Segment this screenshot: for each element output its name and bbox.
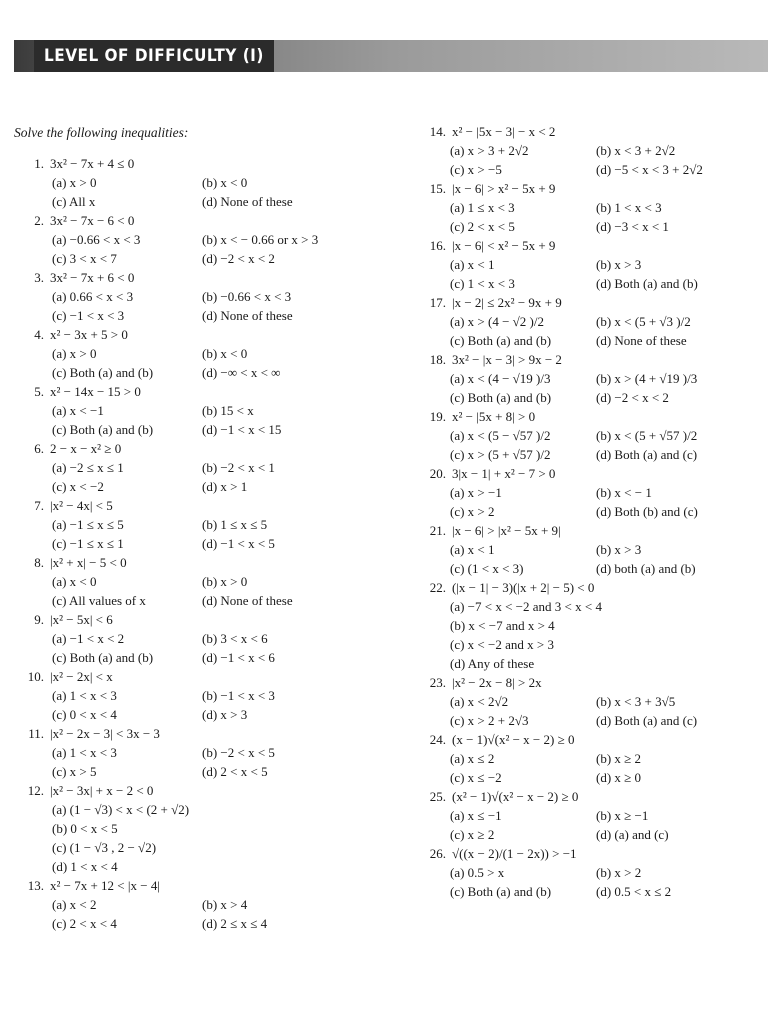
answer-option: (a) x ≤ −1 xyxy=(450,808,502,823)
answer-option: (a) x > 0 xyxy=(52,175,97,190)
answer-option: (a) −1 < x < 2 xyxy=(52,631,125,646)
question-item xyxy=(18,382,388,439)
answer-option: (d) 1 < x < 4 xyxy=(52,859,118,874)
answer-option: (a) x < 2 xyxy=(52,897,97,912)
answer-option: (c) 3 < x < 7 xyxy=(52,251,117,266)
left-column xyxy=(18,154,388,933)
option-row xyxy=(18,572,388,591)
question-item xyxy=(18,154,388,211)
answer-option: (a) −7 < x < −2 and 3 < x < 4 xyxy=(450,599,602,614)
answer-option: (b) x > 4 xyxy=(202,897,248,912)
answer-option: (b) x < 0 xyxy=(202,346,248,361)
answer-option: (a) −0.66 < x < 3 xyxy=(52,232,141,247)
option-row xyxy=(18,914,388,933)
option-row xyxy=(420,597,760,616)
question-text: √((x − 2)/(1 − 2x)) > −1 xyxy=(452,846,577,861)
question-stem xyxy=(18,724,388,743)
right-column xyxy=(420,122,760,901)
answer-option: (b) x > 2 xyxy=(596,865,642,880)
option-row xyxy=(18,838,388,857)
option-row xyxy=(420,445,760,464)
answer-option: (b) x ≥ 2 xyxy=(596,751,642,766)
question-stem xyxy=(18,439,388,458)
question-stem xyxy=(18,781,388,800)
question-number: 22. xyxy=(429,580,446,595)
answer-option: (d) −3 < x < 1 xyxy=(596,219,669,234)
answer-option: (b) 1 ≤ x ≤ 5 xyxy=(202,517,268,532)
question-stem xyxy=(420,236,760,255)
question-text: |x² + x| − 5 < 0 xyxy=(50,555,127,570)
option-row xyxy=(420,369,760,388)
option-row xyxy=(18,648,388,667)
question-text: |x² − 3x| + x − 2 < 0 xyxy=(50,783,154,798)
question-text: |x² − 2x − 8| > 2x xyxy=(452,675,542,690)
answer-option: (c) Both (a) and (b) xyxy=(52,650,154,665)
section-title: LEVEL OF DIFFICULTY (I) xyxy=(34,40,274,72)
option-row xyxy=(18,686,388,705)
answer-option: (b) x > 0 xyxy=(202,574,248,589)
answer-option: (a) x > −1 xyxy=(450,485,502,500)
option-row xyxy=(420,635,760,654)
option-row xyxy=(420,559,760,578)
answer-option: (c) 2 < x < 4 xyxy=(52,916,117,931)
question-text: (x − 1)√(x² − x − 2) ≥ 0 xyxy=(452,732,575,747)
question-item xyxy=(18,724,388,781)
question-item xyxy=(420,673,760,730)
option-row xyxy=(18,819,388,838)
answer-option: (c) Both (a) and (b) xyxy=(450,884,552,899)
option-row xyxy=(18,344,388,363)
question-stem xyxy=(18,496,388,515)
answer-option: (c) x < −2 xyxy=(52,479,104,494)
answer-option: (a) x > (4 − √2 )/2 xyxy=(450,314,544,329)
question-item xyxy=(420,407,760,464)
question-number: 1. xyxy=(34,156,44,171)
question-item xyxy=(420,293,760,350)
question-text: x² − |5x − 3| − x < 2 xyxy=(452,124,556,139)
question-number: 26. xyxy=(429,846,446,861)
answer-option: (d) Any of these xyxy=(450,656,535,671)
answer-option: (c) x < −2 and x > 3 xyxy=(450,637,554,652)
answer-option: (b) x < 3 + 2√2 xyxy=(596,143,676,158)
question-number: 7. xyxy=(34,498,44,513)
question-number: 19. xyxy=(429,409,446,424)
question-stem xyxy=(420,122,760,141)
question-stem xyxy=(18,154,388,173)
answer-option: (c) Both (a) and (b) xyxy=(52,422,154,437)
answer-option: (a) x < 1 xyxy=(450,257,495,272)
answer-option: (d) −1 < x < 5 xyxy=(202,536,275,551)
answer-option: (b) x < −7 and x > 4 xyxy=(450,618,555,633)
answer-option: (b) 1 < x < 3 xyxy=(596,200,662,215)
option-row xyxy=(420,882,760,901)
option-row xyxy=(18,629,388,648)
answer-option: (c) x > −5 xyxy=(450,162,502,177)
answer-option: (a) −1 ≤ x ≤ 5 xyxy=(52,517,124,532)
question-text: 2 − x − x² ≥ 0 xyxy=(50,441,122,456)
answer-option: (d) 2 < x < 5 xyxy=(202,764,268,779)
answer-option: (c) x > 2 xyxy=(450,504,495,519)
question-item xyxy=(420,122,760,179)
answer-option: (b) −2 < x < 1 xyxy=(202,460,275,475)
question-number: 2. xyxy=(34,213,44,228)
question-text: (x² − 1)√(x² − x − 2) ≥ 0 xyxy=(452,789,579,804)
question-number: 21. xyxy=(429,523,446,538)
answer-option: (c) Both (a) and (b) xyxy=(450,390,552,405)
question-item xyxy=(420,350,760,407)
option-row xyxy=(420,274,760,293)
answer-option: (d) None of these xyxy=(202,593,293,608)
question-text: |x − 2| ≤ 2x² − 9x + 9 xyxy=(452,295,562,310)
answer-option: (c) x ≤ −2 xyxy=(450,770,502,785)
answer-option: (a) 0.5 > x xyxy=(450,865,505,880)
answer-option: (a) 0.66 < x < 3 xyxy=(52,289,134,304)
answer-option: (a) 1 ≤ x < 3 xyxy=(450,200,515,215)
question-text: 3x² − 7x + 6 < 0 xyxy=(50,270,135,285)
answer-option: (a) x > 0 xyxy=(52,346,97,361)
option-row xyxy=(18,192,388,211)
question-text: x² − |5x + 8| > 0 xyxy=(452,409,536,424)
answer-option: (d) Both (a) and (b) xyxy=(596,276,698,291)
answer-option: (a) (1 − √3) < x < (2 + √2) xyxy=(52,802,190,817)
question-text: x² − 7x + 12 < |x − 4| xyxy=(50,878,160,893)
answer-option: (b) x < 0 xyxy=(202,175,248,190)
question-stem xyxy=(420,179,760,198)
question-stem xyxy=(420,293,760,312)
question-text: 3x² − 7x + 4 ≤ 0 xyxy=(50,156,135,171)
question-number: 12. xyxy=(27,783,44,798)
answer-option: (b) x > (4 + √19 )/3 xyxy=(596,371,698,386)
question-item xyxy=(420,730,760,787)
answer-option: (b) x < (5 + √57 )/2 xyxy=(596,428,698,443)
question-stem xyxy=(420,844,760,863)
option-row xyxy=(18,515,388,534)
question-item xyxy=(18,325,388,382)
question-item xyxy=(18,496,388,553)
answer-option: (d) None of these xyxy=(596,333,687,348)
question-number: 14. xyxy=(429,124,446,139)
option-row xyxy=(420,616,760,635)
question-stem xyxy=(420,730,760,749)
answer-option: (b) x < (5 + √3 )/2 xyxy=(596,314,691,329)
question-text: |x² − 2x| < x xyxy=(50,669,113,684)
option-row xyxy=(18,800,388,819)
answer-option: (d) Both (a) and (c) xyxy=(596,713,698,728)
question-number: 6. xyxy=(34,441,44,456)
answer-option: (c) x > (5 + √57 )/2 xyxy=(450,447,551,462)
option-row xyxy=(18,230,388,249)
question-stem xyxy=(420,578,760,597)
option-row xyxy=(420,806,760,825)
answer-option: (d) −5 < x < 3 + 2√2 xyxy=(596,162,703,177)
question-number: 13. xyxy=(27,878,44,893)
answer-option: (d) −2 < x < 2 xyxy=(202,251,275,266)
question-stem xyxy=(18,553,388,572)
answer-option: (d) −1 < x < 15 xyxy=(202,422,282,437)
option-row xyxy=(18,762,388,781)
answer-option: (c) (1 − √3 , 2 − √2) xyxy=(52,840,157,855)
answer-option: (c) Both (a) and (b) xyxy=(52,365,154,380)
option-row xyxy=(420,540,760,559)
answer-option: (b) x > 3 xyxy=(596,257,642,272)
option-row xyxy=(420,749,760,768)
question-item xyxy=(18,876,388,933)
answer-option: (d) None of these xyxy=(202,308,293,323)
question-number: 17. xyxy=(429,295,446,310)
answer-option: (d) x > 1 xyxy=(202,479,248,494)
answer-option: (a) x < 0 xyxy=(52,574,97,589)
answer-option: (d) x > 3 xyxy=(202,707,248,722)
question-item xyxy=(420,179,760,236)
question-text: |x − 6| > x² − 5x + 9 xyxy=(452,181,556,196)
option-row xyxy=(420,711,760,730)
question-stem xyxy=(18,325,388,344)
answer-option: (d) 0.5 < x ≤ 2 xyxy=(596,884,672,899)
option-row xyxy=(18,249,388,268)
option-row xyxy=(18,743,388,762)
answer-option: (c) x > 5 xyxy=(52,764,97,779)
question-item xyxy=(18,553,388,610)
option-row xyxy=(420,160,760,179)
answer-option: (d) x ≥ 0 xyxy=(596,770,642,785)
answer-option: (c) (1 < x < 3) xyxy=(450,561,524,576)
question-number: 5. xyxy=(34,384,44,399)
question-number: 4. xyxy=(34,327,44,342)
question-text: |x² − 4x| < 5 xyxy=(50,498,113,513)
answer-option: (a) −2 ≤ x ≤ 1 xyxy=(52,460,124,475)
option-row xyxy=(18,363,388,382)
question-text: 3|x − 1| + x² − 7 > 0 xyxy=(452,466,556,481)
option-row xyxy=(18,857,388,876)
option-row xyxy=(18,534,388,553)
answer-option: (c) Both (a) and (b) xyxy=(450,333,552,348)
question-text: x² − 14x − 15 > 0 xyxy=(50,384,141,399)
option-row xyxy=(420,141,760,160)
answer-option: (d) Both (b) and (c) xyxy=(596,504,698,519)
answer-option: (d) None of these xyxy=(202,194,293,209)
question-item xyxy=(18,781,388,876)
question-number: 11. xyxy=(28,726,44,741)
option-row xyxy=(420,502,760,521)
answer-option: (c) 2 < x < 5 xyxy=(450,219,515,234)
question-number: 10. xyxy=(27,669,44,684)
answer-option: (b) 3 < x < 6 xyxy=(202,631,268,646)
answer-option: (a) x < (5 − √57 )/2 xyxy=(450,428,551,443)
question-number: 16. xyxy=(429,238,446,253)
question-item xyxy=(18,268,388,325)
answer-option: (a) x < −1 xyxy=(52,403,104,418)
question-item xyxy=(420,787,760,844)
answer-option: (c) All x xyxy=(52,194,96,209)
question-text: 3x² − |x − 3| > 9x − 2 xyxy=(452,352,562,367)
option-row xyxy=(18,591,388,610)
option-row xyxy=(18,705,388,724)
answer-option: (b) −0.66 < x < 3 xyxy=(202,289,292,304)
question-number: 9. xyxy=(34,612,44,627)
question-number: 8. xyxy=(34,555,44,570)
answer-option: (c) All values of x xyxy=(52,593,146,608)
option-row xyxy=(420,768,760,787)
question-number: 18. xyxy=(429,352,446,367)
answer-option: (b) x < − 0.66 or x > 3 xyxy=(202,232,319,247)
option-row xyxy=(18,287,388,306)
question-text: (|x − 1| − 3)(|x + 2| − 5) < 0 xyxy=(452,580,595,595)
question-stem xyxy=(420,673,760,692)
question-number: 24. xyxy=(429,732,446,747)
question-stem xyxy=(420,787,760,806)
option-row xyxy=(420,217,760,236)
answer-option: (a) x < (4 − √19 )/3 xyxy=(450,371,551,386)
question-item xyxy=(420,844,760,901)
answer-option: (b) x < − 1 xyxy=(596,485,652,500)
answer-option: (b) 0 < x < 5 xyxy=(52,821,118,836)
answer-option: (d) (a) and (c) xyxy=(596,827,669,842)
option-row xyxy=(420,483,760,502)
answer-option: (c) −1 < x < 3 xyxy=(52,308,125,323)
option-row xyxy=(18,420,388,439)
answer-option: (c) −1 ≤ x ≤ 1 xyxy=(52,536,124,551)
answer-option: (b) −2 < x < 5 xyxy=(202,745,275,760)
answer-option: (a) x > 3 + 2√2 xyxy=(450,143,529,158)
question-text: |x² − 5x| < 6 xyxy=(50,612,113,627)
question-text: |x − 6| < x² − 5x + 9 xyxy=(452,238,556,253)
answer-option: (b) x > 3 xyxy=(596,542,642,557)
question-stem xyxy=(420,521,760,540)
question-stem xyxy=(18,211,388,230)
answer-option: (a) x < 1 xyxy=(450,542,495,557)
option-row xyxy=(420,312,760,331)
question-stem xyxy=(18,610,388,629)
option-row xyxy=(18,458,388,477)
answer-option: (b) x < 3 + 3√5 xyxy=(596,694,676,709)
option-row xyxy=(18,306,388,325)
question-text: |x − 6| > |x² − 5x + 9| xyxy=(452,523,561,538)
answer-option: (b) x ≥ −1 xyxy=(596,808,649,823)
answer-option: (d) −1 < x < 6 xyxy=(202,650,275,665)
option-row xyxy=(420,255,760,274)
question-text: 3x² − 7x − 6 < 0 xyxy=(50,213,135,228)
question-item xyxy=(18,610,388,667)
answer-option: (a) 1 < x < 3 xyxy=(52,745,117,760)
option-row xyxy=(420,692,760,711)
option-row xyxy=(420,388,760,407)
question-stem xyxy=(420,407,760,426)
question-stem xyxy=(18,382,388,401)
question-item xyxy=(420,464,760,521)
answer-option: (d) 2 ≤ x ≤ 4 xyxy=(202,916,268,931)
answer-option: (c) 0 < x < 4 xyxy=(52,707,117,722)
question-text: x² − 3x + 5 > 0 xyxy=(50,327,128,342)
option-row xyxy=(420,654,760,673)
answer-option: (a) x < 2√2 xyxy=(450,694,509,709)
question-number: 15. xyxy=(429,181,446,196)
answer-option: (d) −∞ < x < ∞ xyxy=(202,365,281,380)
option-row xyxy=(420,198,760,217)
question-number: 23. xyxy=(429,675,446,690)
answer-option: (c) x > 2 + 2√3 xyxy=(450,713,529,728)
option-row xyxy=(420,863,760,882)
question-item xyxy=(420,578,760,673)
question-stem xyxy=(18,667,388,686)
question-item xyxy=(18,667,388,724)
question-stem xyxy=(18,876,388,895)
question-stem xyxy=(18,268,388,287)
question-stem xyxy=(420,350,760,369)
question-number: 25. xyxy=(429,789,446,804)
option-row xyxy=(420,825,760,844)
question-item xyxy=(420,236,760,293)
question-text: |x² − 2x − 3| < 3x − 3 xyxy=(50,726,160,741)
question-item xyxy=(18,439,388,496)
question-number: 3. xyxy=(34,270,44,285)
question-item xyxy=(18,211,388,268)
answer-option: (b) −1 < x < 3 xyxy=(202,688,275,703)
option-row xyxy=(18,401,388,420)
option-row xyxy=(18,173,388,192)
option-row xyxy=(420,331,760,350)
answer-option: (c) x ≥ 2 xyxy=(450,827,495,842)
answer-option: (d) Both (a) and (c) xyxy=(596,447,698,462)
option-row xyxy=(420,426,760,445)
question-item xyxy=(420,521,760,578)
instructions: Solve the following inequalities: xyxy=(14,125,189,140)
question-number: 20. xyxy=(429,466,446,481)
answer-option: (b) 15 < x xyxy=(202,403,254,418)
option-row xyxy=(18,895,388,914)
answer-option: (c) 1 < x < 3 xyxy=(450,276,515,291)
answer-option: (a) 1 < x < 3 xyxy=(52,688,117,703)
option-row xyxy=(18,477,388,496)
answer-option: (d) −2 < x < 2 xyxy=(596,390,669,405)
answer-option: (a) x ≤ 2 xyxy=(450,751,495,766)
answer-option: (d) both (a) and (b) xyxy=(596,561,696,576)
question-stem xyxy=(420,464,760,483)
